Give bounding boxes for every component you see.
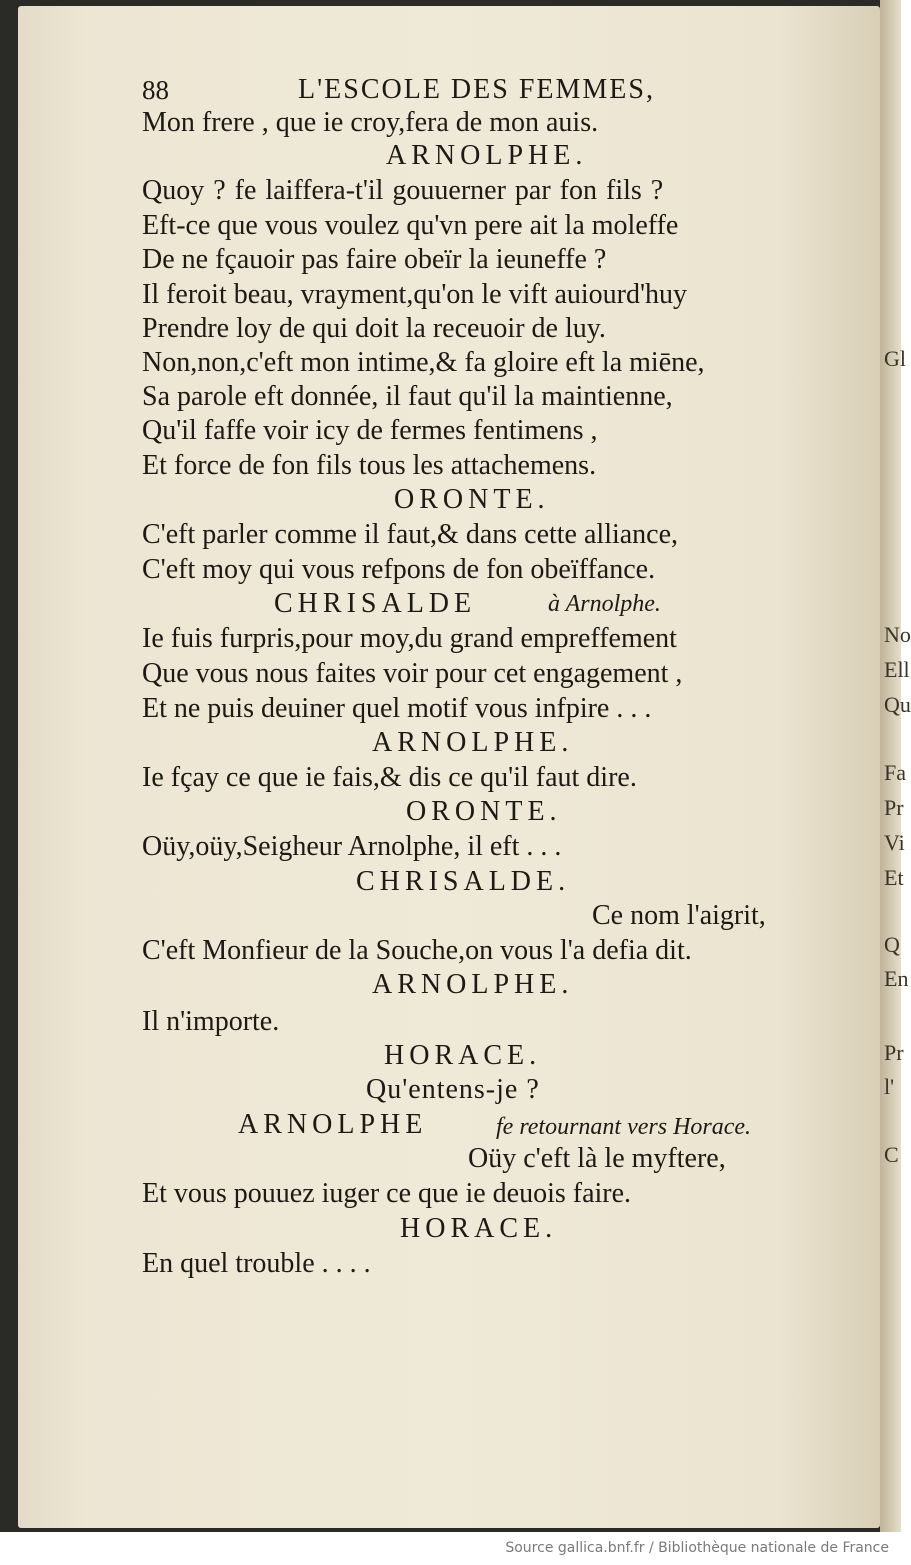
margin-fragment: l' — [884, 1074, 895, 1099]
speaker-heading: ORONTE. — [394, 484, 550, 515]
verse-line: En quel trouble . . . . — [142, 1248, 371, 1279]
verse-line: Qu'entens-je ? — [366, 1074, 540, 1105]
verse-line: Et ne puis deuiner quel motif vous infpire . . . — [142, 693, 652, 724]
verse-line: Oüy c'eft là le myftere, — [468, 1143, 726, 1174]
margin-fragment: Vi — [884, 830, 905, 855]
verse-line: Prendre loy de qui doit la receuoir de luy. — [142, 313, 606, 344]
verse-line: C'eft moy qui vous refpons de fon obeïffance. — [142, 554, 656, 585]
verse-line: Sa parole eft donnée, il faut qu'il la maintienne, — [142, 381, 673, 412]
verse-line: Eft-ce que vous voulez qu'vn pere ait la moleffe — [142, 210, 679, 241]
margin-fragment: Gl — [884, 346, 906, 371]
source-credit: Source gallica.bnf.fr / Bibliothèque nationale de France — [505, 1540, 889, 1556]
margin-fragment: Qu — [884, 692, 911, 717]
source-footer — [0, 1532, 901, 1565]
margin-fragment: Q — [884, 932, 900, 957]
verse-line: Quoy ? fe laiffera-t'il gouuerner par fon fils ? — [142, 175, 664, 206]
verse-line: Oüy,oüy,Seigheur Arnolphe, il eft . . . — [142, 831, 562, 862]
margin-fragment: Ell — [884, 657, 910, 682]
verse-line: Et force de fon fils tous les attachemens. — [142, 450, 597, 481]
speaker-heading: ARNOLPHE. — [386, 140, 588, 171]
verse-line: Il n'importe. — [142, 1006, 280, 1037]
stage-direction: fe retournant vers Horace. — [496, 1114, 752, 1140]
verse-line: Et vous pouuez iuger ce que ie deuois faire. — [142, 1178, 632, 1209]
verse-line: Ie fçay ce que ie fais,& dis ce qu'il faut dire. — [142, 762, 637, 793]
speaker-heading: CHRISALDE. — [356, 866, 571, 897]
speaker-heading: HORACE. — [384, 1040, 542, 1071]
margin-fragment: Fa — [884, 760, 906, 785]
margin-fragment: Et — [884, 865, 904, 890]
speaker-heading: HORACE. — [400, 1213, 558, 1244]
speaker-heading: ARNOLPHE. — [372, 969, 574, 1000]
stage-direction: à Arnolphe. — [548, 591, 661, 617]
speaker-heading: CHRISALDE — [274, 588, 477, 619]
margin-fragment: C — [884, 1142, 899, 1167]
verse-line: Non,non,c'eft mon intime,& fa gloire eft la miēne, — [142, 347, 705, 378]
verse-line: Il feroit beau, vrayment,qu'on le vift auiourd'huy — [142, 279, 688, 310]
verse-line: Que vous nous faites voir pour cet engagement , — [142, 658, 683, 689]
verse-line: Ie fuis furpris,pour moy,du grand empreffement — [142, 623, 677, 654]
verse-line: De ne fçauoir pas faire obeïr la ieuneffe ? — [142, 244, 607, 275]
margin-fragment: Pr — [884, 1040, 904, 1065]
speaker-heading: ARNOLPHE — [238, 1109, 428, 1140]
verse-line: Mon frere , que ie croy,fera de mon auis. — [142, 107, 599, 138]
margin-fragment: No — [884, 622, 911, 647]
margin-fragment: Pr — [884, 795, 904, 820]
running-title: L'ESCOLE DES FEMMES, — [298, 74, 655, 105]
verse-line: Qu'il faffe voir icy de fermes fentimens , — [142, 415, 598, 446]
speaker-heading: ARNOLPHE. — [372, 727, 574, 758]
verse-line: C'eft Monfieur de la Souche,on vous l'a defia dit. — [142, 935, 692, 966]
facing-page-edge — [880, 0, 911, 1532]
verse-line: C'eft parler comme il faut,& dans cette alliance, — [142, 519, 679, 550]
margin-fragment: En — [884, 966, 909, 991]
speaker-heading: ORONTE. — [406, 796, 562, 827]
verse-line: Ce nom l'aigrit, — [592, 900, 766, 931]
page-number: 88 — [142, 75, 169, 105]
